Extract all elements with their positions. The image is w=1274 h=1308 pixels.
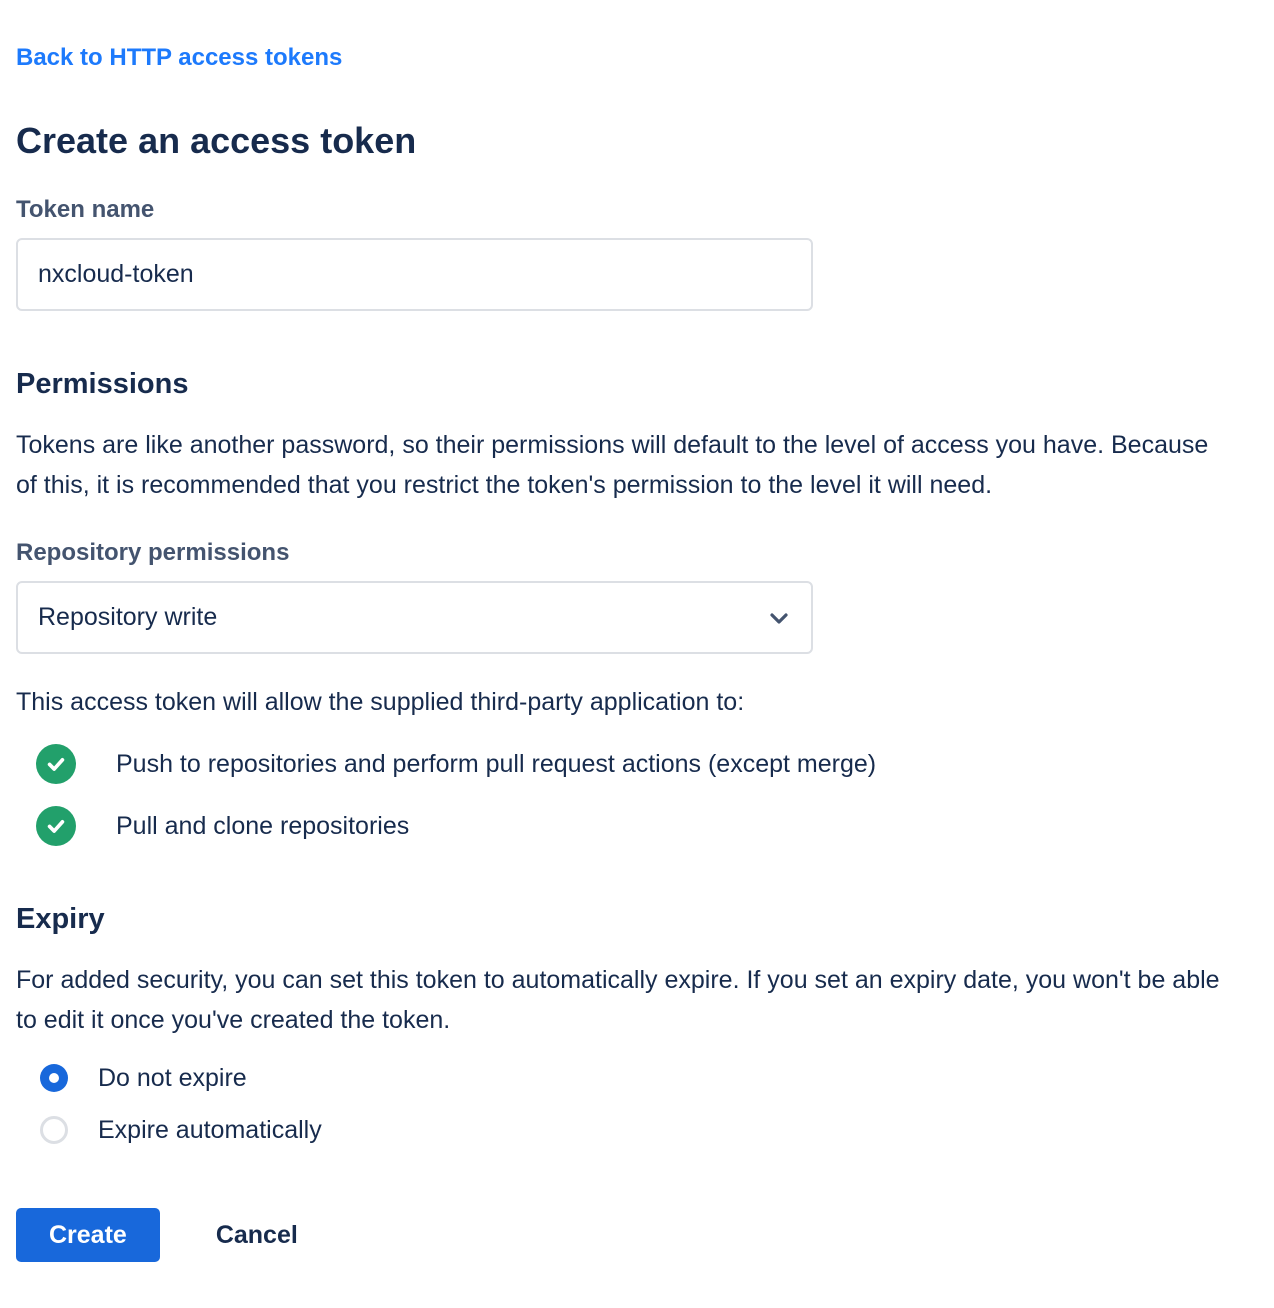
token-name-input[interactable] [16,238,813,311]
radio-option-label: Do not expire [98,1064,247,1092]
expiry-heading: Expiry [16,903,105,935]
repository-permissions-selected-value: Repository write [38,603,218,631]
token-name-label: Token name [16,196,155,223]
page-title: Create an access token [16,120,417,161]
capability-list [16,744,1258,846]
back-to-http-access-tokens-link[interactable]: Back to HTTP access tokens [16,44,343,71]
permissions-heading: Permissions [16,368,189,400]
capability-text: Push to repositories and perform pull request actions (except merge) [116,750,877,778]
radio-unselected-icon[interactable] [40,1116,68,1144]
capability-text: Pull and clone repositories [116,812,410,840]
cancel-button[interactable]: Cancel [202,1208,312,1262]
check-circle-icon [36,744,76,784]
radio-option-expire-automatically[interactable] [40,1114,1258,1146]
check-circle-icon [36,806,76,846]
capability-item [36,744,1258,784]
create-button[interactable]: Create [16,1208,160,1262]
expiry-description: For added security, you can set this token to automatically expire. If you set an expiry date, you won't be able to edit it once you've created the token. [16,966,1220,1034]
radio-selected-icon[interactable] [40,1064,68,1092]
chevron-down-icon [767,606,791,630]
repository-permissions-label: Repository permissions [16,539,290,566]
allow-intro-text: This access token will allow the supplied third-party application to: [16,688,745,716]
capability-item [36,806,1258,846]
repository-permissions-select[interactable] [16,581,813,654]
expiry-radio-group [16,1062,1258,1146]
radio-option-do-not-expire[interactable] [40,1062,1258,1094]
permissions-description: Tokens are like another password, so their permissions will default to the level of access you have. Because of this, it is recommended that you restrict the token's permission to the level it will need. [16,431,1209,499]
radio-option-label: Expire automatically [98,1116,322,1144]
form-actions [16,1208,1258,1262]
